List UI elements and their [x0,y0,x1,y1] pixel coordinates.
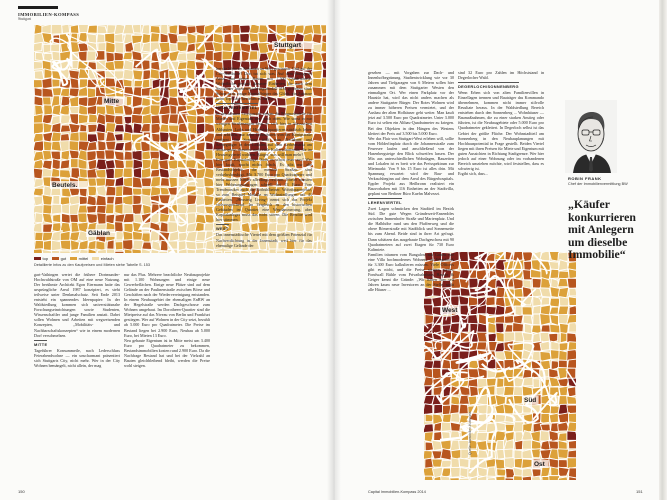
section-heading-degerloch: DEGERLOCH/SONNENBERG [458,84,519,90]
paragraph: Zwei Lagen schmücken den Stadtteil im Bezirk Süd. Die gute Wegen Gründerzeit-Ensembles zwischen Immenhofer Straße und Marienplatz. Und die Halbhöhe rund um den Pfaffenweg und die obere Römerstraße mit Stadtblick und Sonnenseite bis zum Abend. Beide sind in ihrer Art gefragt. Dann schätzen das ausgebaute Dachgeschoss mit 90 Quadratmetern auf zwei Etagen für 730 Euro Kaltmiete. [368,206,454,252]
map-block [43,44,51,53]
map-block [522,476,532,480]
map-district-label: Süd [524,397,537,404]
map-block [34,249,42,253]
map-block [513,323,524,332]
paragraph: Ergibt sich, dass... [458,170,488,176]
map-block [569,323,576,332]
map-block [522,459,532,469]
paragraph: sind 32 Euro pro Zahlen im Höchststand in Degerlocher Wald. [458,70,544,81]
map-block [558,260,568,271]
paragraph: Das innenstädtische Viertel mit dem größten Potenzial für Nachverdichtung in der Innenstadt, weil hier für das ehemalige Gelände der [216,232,312,248]
map-block [78,114,88,123]
map-block [531,476,541,480]
map-block [60,115,70,125]
map-block [321,114,326,125]
map-district-label: Ost [534,461,545,468]
map-block [541,297,550,305]
map-block [133,42,141,52]
map-block [105,204,114,214]
map-block [60,251,71,253]
map-block [558,413,569,424]
map-block [51,204,62,214]
map-block [114,105,124,114]
map-block [42,78,53,89]
map-block [313,61,322,71]
map-block [558,278,569,287]
map-block [569,306,576,316]
map-block [51,240,61,251]
pull-quote: „Käufer konkurrieren mit Anlegern um dieselbe Immobilie“ [568,197,636,262]
map-block [123,186,133,196]
map-block [169,114,179,124]
map-block [132,188,142,195]
paragraph: nur das Plus. Mehrere beachtliche Neubauprojekte mit 1.100 Wohnungen und einige neue Gewerbeflächen. Einige neue Plätze sind auf dem Gelände an der Paulinenstraße zwischen Börse und Geschäften nach der Wiedervereinigung entstanden. In einem Neubaugebiet der ehemaligen EnBW an der Hegelstraße werden Dachgeschosse zum Wohnen umgebaut. Im Dorotheen-Quartier sind die Mietpreise auf das Niveau von Berlin und Frankfurt gestiegen. Wer auf Wohnen in der City setzt, bezahlt ab 5.000 Euro pro Quadratmeter. Die Preise im Bestand liegen bei 2.900 Euro, Neubau ab 5.000 Euro, bei Mieten 13 Euro. [124,272,210,338]
paragraph: Wenn Erben sich von alten Familienvillen in Einzellagen trennen und Bauträger das Kommando übernehmen, kommen nicht immer stilvolle Resultate heraus. In der Waldsiedlung Bereich entstehen durch den Sonnenberg ... Wohnhäuser — Baumaßnahmen, die zu einer starken Anstieg oder führten, ist die Neubaugebiete oder 5.000 Euro pro Quadratmeter geklettert. In Degerloch selbst ist das Gebiet der größte Fläche. Der Wohnstadtteil am Sonnenberg in den Neubauplanungen mit Hochhauspotential in Frage gestellt. Beiden Viertel liegen mit ihren Preisen für Miete und Eigentum mit guten Aussichten in Richtung Stadtgrenze. Wer hier jedoch auf einer Wohnung oder im vorhandenen Bereich umziehen möchte, wird feststellen, dass es schwierig ist. [458,90,544,171]
map-block [124,249,132,253]
map-block [97,34,105,43]
map-block [540,431,549,442]
map-block [60,240,71,250]
map-block [60,160,70,169]
map-block [78,249,88,253]
map-block [522,332,532,341]
map-block [196,205,205,214]
map-district-label: Beutels. [52,182,78,189]
map-block [312,97,322,106]
map-block [169,177,178,188]
map-block [568,269,576,279]
legend-item [92,256,113,261]
map-block [97,213,107,224]
map-block [312,87,323,97]
map-block [35,213,43,223]
map-block [496,476,506,480]
paragraph: Wer das Flair von Stuttgart-West erleben will, sollte vom Hölderlinplatz durch die Johannesstraße zum Feuersee laufen und anschließend von der Hasenbergsteige den Blick schweifen lassen. Der Mix aus unterschiedlichen Wohnlagen, Bauzeiten und Lokalen ist es breit wie das Preisspektrum zur Mietmarkt: Von 9 bis 15 Euro ist alles drin. Mit Spannung erwartet: wird der Bau- und Verkaufsbeginn auf dem Areal des Bürgerhospitals. Eppler Projekt aus Heilbronn realisiert ein Bauvorhaben mit 116 Einheiten an der Stadtvilla, geplant von Berliner Büro Kuehn Malvezzi. [368,135,454,197]
map-block [34,71,44,80]
map-block [514,288,523,297]
running-head-title: IMMOBILIEN-KOMPASS [18,12,80,17]
map-block [487,323,496,334]
map-block [132,25,141,33]
map-block [513,395,523,404]
paragraph: len die höheren Altbauten an Wert gewinnen. Und auf der City-Halbhöhe? Dort tut sich was. Auf dem Stuttgarter Areal und neben Basten mit 7.500 Quadratmeter Wohnfläche geplant, darunter Einheiten, die nach dem Stuttgarter Innenentwicklungsmodell SIM gefördert sind. Schon auch einige Normalbürger das Glück, ein Zuhause beim Top-Lage beziehen zu dürfen. [216,66,312,102]
map-block [35,52,44,61]
paragraph: Eine gute Kapitalanlage? Sieht es schon teuer aus? Wer hier kauft, macht nichts falsch. Es gibt nur alte Bestandsobjekte, die meisten Straßen sind verkehrsberuhigt. Mit 3.700 Euro pro Quadratmeter und mehr müssen Kinder allerdings rechnen. Mieter mussten hier Wohnungsanfragen schnell bei 13 Euro. Vom Trendmusiker auch die Rotbühlbeiner. Wohnbauprojekte, so zum Beispiel Modelle an Wohnsiedlungen mit 41 Einheiten, „Heusteig Living“ nennt sich das Projekt vielversprechend. Im Vergleich zu den historischen Gebäuden im Quartier eine Wegdämmerung, aber Kapitalanleger muss das nicht stören. Die Rendite wird hier stimmen. [216,156,312,223]
map-block [560,333,567,343]
map-block [460,288,470,296]
map-block [114,134,123,141]
map-block [43,224,53,233]
map-block [53,214,61,222]
map-block [160,178,169,187]
paragraph: gesehen — mit Vorgaben zur Dach- und Innenhofbegrünung. Stadtentwicklung wie vor 30 Jahren und Tiefgaragen von 6 Metern sollen hier zusammen mit dem Stuttgarter Westen den einmaligen Ort. Wer einen Parkplatz vor der Haustür hat, wird das nicht anders machen als andere Stuttgarter Bürger. Der Rotes Wohnen wird zu immer höheren Preisen vermietet, und der Ausbau der alten Hofhäuser geht weiter. Man kauft jetzt auf 3.500 Euro pro Quadratmeter. Unter 3.000 Euro ist selten ein Altbau-Quadratmeter zu kriegen. Bei den Objekten in den Hängen des Westens klettert der Preis auf 3.500 bis 5.000 Euro. [368,70,454,136]
map-block [550,324,560,333]
map-block [240,33,250,42]
map-district-label: Mitte [104,98,120,105]
map-block [204,195,214,206]
page-number-left: 150 [18,489,25,494]
section-heading-heusteigviertel: HEUSTEIGVIERTEL [216,105,258,111]
map-block [123,168,132,178]
map-block [160,213,170,222]
map-block [567,458,576,469]
map-block [540,341,550,350]
map-block [115,142,125,150]
map-block [169,231,179,242]
map-block [34,223,42,233]
running-head-bar [18,6,58,9]
map-block [321,78,326,88]
map-block [79,188,87,197]
page-number-right: 151 [636,489,643,494]
map-block [558,252,568,261]
map-block [249,33,259,42]
map-block [42,150,51,160]
map-block [513,278,524,289]
map-block [42,213,52,223]
map-block [532,333,540,343]
paragraph: Familien träumen vom Bungalow mit Garten wie eine Villa hochmodernes Wohnen, im Wegekiosk für 3.300 Euro kalkulieren müssen. Viele Officers gibt es nicht, und die Preise steigen weiter. Fondwall Bühle vom Privatbahnhaus Hauser & Geiger kennt die Gründe: „Wir haben hier seit Jahren kaum neue Investoren an der Stelle, nicht alle Häuser ... [368,251,454,292]
map-block [106,186,117,196]
map-block [34,42,42,51]
map-block [142,42,151,52]
map-block [533,379,540,388]
paragraph: Neu gebaute Eigentum ist in Mitte meist um 3.400 Euro pro Quadratmeter zu bekommen, Bestandsimmobilien kosten rund 2.900 Euro. Da die Nachfrage Bestand hat und bei der Vielzahl an Bauten gleichbleibend bleibt, werden die Preise wohl steigen. [124,337,210,368]
magazine-footer: Capital Immobilien-Kompass 2014 [368,490,426,494]
map-credit: Quelle: Immobilien-Kompass [468,411,472,455]
map-block [62,25,70,34]
map-block [321,250,326,253]
map-block [168,132,177,142]
map-block [177,132,188,143]
map-block [550,350,559,360]
map-block [522,440,532,449]
map-block [568,297,576,306]
map-block [69,96,79,107]
map-block [567,387,576,397]
map-block [142,242,152,250]
map-block [232,25,240,34]
map-block [486,297,496,306]
map-block [459,458,469,468]
map-block [222,25,233,34]
map-caption: Detaillierte Infos zu den Kaufpreisen und Mieten siehe Tabelle S. 153 [34,263,151,267]
map-block [540,314,551,326]
map-block [88,186,97,196]
map-district-label: West [442,307,458,314]
section-heading-lehenviertel: LEHENVIERTEL [368,200,402,206]
map-block [34,61,43,69]
map-block [115,251,125,253]
map-block [159,105,170,115]
map-block [559,386,568,396]
map-block [321,25,326,34]
map-block [531,449,540,458]
map-block [487,467,496,477]
map-block [42,88,53,98]
map-block [522,386,533,396]
map-block [123,231,133,240]
map-block [567,396,576,404]
map-block [115,222,124,233]
map-block [550,298,560,307]
text-column-a [368,70,454,488]
map-block [105,150,115,159]
portrait-illustration [565,100,617,173]
map-block [495,459,505,469]
map-block [187,43,196,52]
map-block [34,123,44,135]
map-block [150,177,160,188]
legend-label: gut [60,256,67,261]
map-block [569,288,576,296]
map-block [533,314,540,325]
legend-label: mittel [78,256,89,261]
section-heading-mitte: MITTE [34,341,48,347]
map-block [51,168,60,178]
map-block [105,178,115,187]
legend-swatch [70,257,77,261]
map-block [106,42,116,53]
map-block [123,214,134,223]
text-column-1 [34,272,120,490]
map-block [98,141,107,151]
legend-swatch [92,257,99,261]
map-block [514,476,523,480]
legend-label: top [42,256,49,261]
map-block [123,69,134,79]
running-head-subtitle: Stuttgart [18,17,32,21]
map-block [459,478,469,480]
map-block [60,105,70,116]
map-block [34,141,44,152]
map-block [124,177,134,187]
paragraph: gart-Vaihingen wertet die frühere Dortmunder-Hochwaldstraße von OM auf eine neue Nutzung. Der berühmte Architekt Egon Eiermann hatte das ursprüngliche Areal 1987 konzipiert, es steht teilweise unter Denkmalschutz. Seit Ende 2013 entsteht ein spannendes Ideenpapier: In der Waldsiedlung kommen sich universitätsnahe Forschungseinrichtungen sowie Studenten, Wissenschaftler und junge Familien anstatt. Dabei sollen Wohnen und Arbeiten mit wegweisenden Konzepten, „Mobilitäts- und Nachbarschaftskonzepten“ wie in einem modernen Dorf verschmelzen. [34,272,120,338]
legend-swatch [34,257,41,261]
map-block [124,151,132,160]
map-block [133,70,143,80]
map-block [115,42,124,53]
map-block [51,25,62,34]
map-block [196,231,206,241]
map-block [114,60,124,69]
map-block [97,249,107,253]
map-block [204,223,215,232]
map-block [70,78,79,89]
map-block [87,205,97,213]
map-block [141,168,151,179]
map-block [522,307,532,315]
legend-item [70,256,88,261]
paragraph: In den kleinen Cityquartier zeigen die Prognosepfeile für Mieten und Eigentum steil nach oben. Wie sonst in nur wenigen Straßenzügen lässt es sich hier in klassischen Altbauten, Lofts und Hinterhofquartieren städtisch leben und arbeiten, nur zehn Gehminuten von der Königstraße entfernt. Im Sommer trifft man Nachbarn und Szenegänger in den Lokalen auf dem Gerbermarkt am Mozartplatz, darunter auch viele Kulturschaffende, die im Heusteigviertel wohnen. Bürger, was will man mehr? [216,111,312,157]
legend-label: einfach [100,256,114,261]
map-block [469,278,479,288]
book-gutter [327,0,341,500]
map-block [123,52,133,60]
map-block [141,178,151,187]
map-block [52,79,60,87]
map-block [294,25,305,34]
map-block [132,51,143,61]
map-block [321,42,326,54]
author-portrait [565,100,617,173]
text-column-3 [216,66,312,488]
map-block [523,377,534,386]
map-block [303,52,313,62]
map-block [497,469,507,477]
text-column-2 [124,272,210,490]
section-heading-west: WEST [216,226,229,232]
map-legend [34,256,114,261]
map-block [549,413,558,423]
map-block [549,307,558,314]
text-column-b [458,70,544,250]
map-block [495,305,505,316]
map-block [97,132,105,142]
map-block [470,386,479,396]
map-block [249,51,258,60]
map-district-label: Stuttgart [274,42,302,49]
map-block [70,25,79,34]
map-block [114,125,124,133]
map-block [224,33,233,43]
map-block [567,333,576,343]
map-block [567,431,576,440]
map-block [79,196,87,204]
author-name: ROBIN FRANK [568,176,602,181]
legend-swatch [52,257,59,261]
author-role: Chef der Immobilienvermittlung BW [568,182,628,186]
map-block [558,459,568,467]
paragraph: Tageführer Konsummeile, nach Lederschluss Feierabendwohne — ein unscharmant präsentiert sich Stuttgarts City, nicht mehr. Wer in der City Wohnen bemängelt, nicht allein, der mag [34,347,120,368]
map-district-label: Gäblan [88,230,111,237]
map-block [160,124,169,132]
map-block [559,297,569,307]
map-block [96,195,107,206]
legend-item [52,256,66,261]
map-block [61,150,70,160]
map-block [487,359,497,370]
map-block [568,440,576,448]
map-block [195,249,206,253]
page-edge [659,0,667,500]
map-block [150,169,160,177]
map-block [497,449,505,459]
map-block [96,241,105,251]
legend-item [34,256,48,261]
map-block [132,114,144,123]
map-block [522,449,533,458]
